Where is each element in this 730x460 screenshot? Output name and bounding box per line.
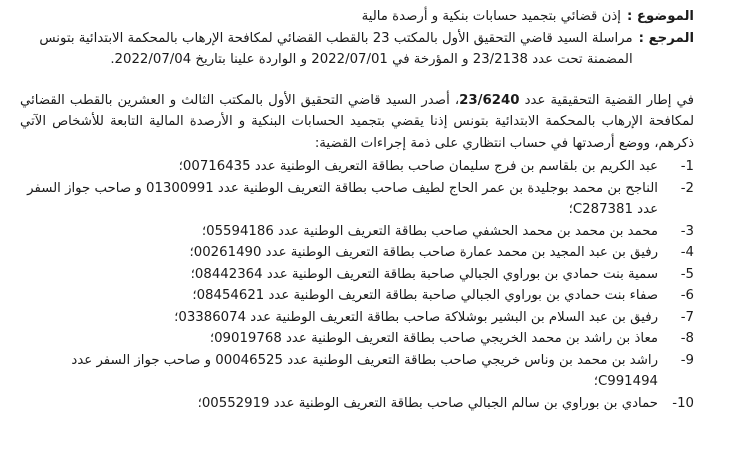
list-item (20, 350, 694, 393)
list-item-number: -5 (680, 266, 694, 282)
subject-text: إذن قضائي بتجميد حسابات بنكية و أرصدة مالية (361, 9, 621, 24)
list-item (20, 307, 694, 329)
list-item-text: الناجح بن محمد بوجليدة بن عمر الحاج لطيف صاحب بطاقة التعريف الوطنية عدد 01300991 و صاحب جواز السفر عدد C287381؛ (27, 180, 658, 217)
list-item-text: محمد بن محمد بن محمد الحشفي صاحب بطاقة التعريف الوطنية عدد 05594186؛ (201, 223, 658, 239)
list-item (20, 264, 694, 286)
list-item (20, 328, 694, 350)
list-item-text: صفاء بنت حمادي بن بوراوي الجبالي صاحبة بطاقة التعريف الوطنية عدد 08454621؛ (192, 288, 658, 303)
list-item-text: رفيق بن عبد المجيد بن محمد عمارة صاحب بطاقة التعريف الوطنية عدد 00261490؛ (189, 245, 658, 260)
body-intro: في إطار القضية التحقيقية عدد (524, 92, 694, 108)
reference-line (20, 28, 694, 71)
list-item-number: -6 (680, 288, 694, 303)
list-item (20, 242, 694, 264)
list-item-number: -9 (680, 352, 694, 368)
body-paragraph (20, 90, 694, 155)
reference-text: مراسلة السيد قاضي التحقيق الأول بالمكتب 23 بالقطب القضائي لمكافحة الإرهاب بالمحكمة الابتدائية بتونس المضمنة تحت عدد 23/2138 و المؤرخة في 2022/07/01 و الواردة علينا بتاريخ 2022/07/04. (39, 30, 633, 67)
list-item-number: -1 (680, 159, 694, 174)
list-item (20, 285, 694, 307)
list-item-text: حمادي بن بوراوي بن سالم الجبالي صاحب بطاقة التعريف الوطنية عدد 00552919؛ (197, 395, 658, 411)
list-item-number: -10 (672, 395, 694, 411)
person-list (20, 156, 694, 414)
list-item-text: عبد الكريم بن بلقاسم بن فرج سليمان صاحب بطاقة التعريف الوطنية عدد 00716435؛ (178, 159, 658, 174)
list-item-number: -8 (680, 331, 694, 346)
list-item (20, 221, 694, 243)
list-item (20, 156, 694, 178)
reference-label: المرجع : (639, 28, 694, 50)
subject-line (20, 6, 694, 28)
list-item-number: -7 (680, 309, 694, 325)
list-item-text: راشد بن محمد بن وناس خريجي صاحب بطاقة التعريف الوطنية عدد 00046525 و صاحب جواز السفر عدد C991494؛ (71, 352, 658, 389)
case-number: 23/6240 (459, 92, 520, 108)
subject-label: الموضوع : (627, 6, 694, 28)
list-item-number: -2 (680, 180, 694, 196)
list-item-text: سمية بنت حمادي بن بوراوي الجبالي صاحبة بطاقة التعريف الوطنية عدد 08442364؛ (190, 266, 658, 282)
list-item-text: معاذ بن راشد بن محمد الخريجي صاحب بطاقة التعريف الوطنية عدد 09019768؛ (209, 331, 658, 346)
list-item (20, 393, 694, 415)
list-item-number: -4 (680, 245, 694, 260)
list-item-number: -3 (680, 223, 694, 239)
list-item (20, 178, 694, 221)
body-rest: ، أصدر السيد قاضي التحقيق الأول بالمكتب الثالث و العشرين بالقطب القضائي لمكافحة الإرهاب بالمحكمة الابتدائية بتونس إذنا يقضي بتجميد الحسابات البنكية و الأرصدة المالية التابعة للأشخاص الآتي ذكرهم، ووضع أرصدتها في حساب انتظاري على ذمة إجراءات القضية: (20, 92, 694, 151)
list-item-text: رفيق بن عبد السلام بن البشير بوشلاكة صاحب بطاقة التعريف الوطنية عدد 03386074؛ (174, 309, 658, 325)
